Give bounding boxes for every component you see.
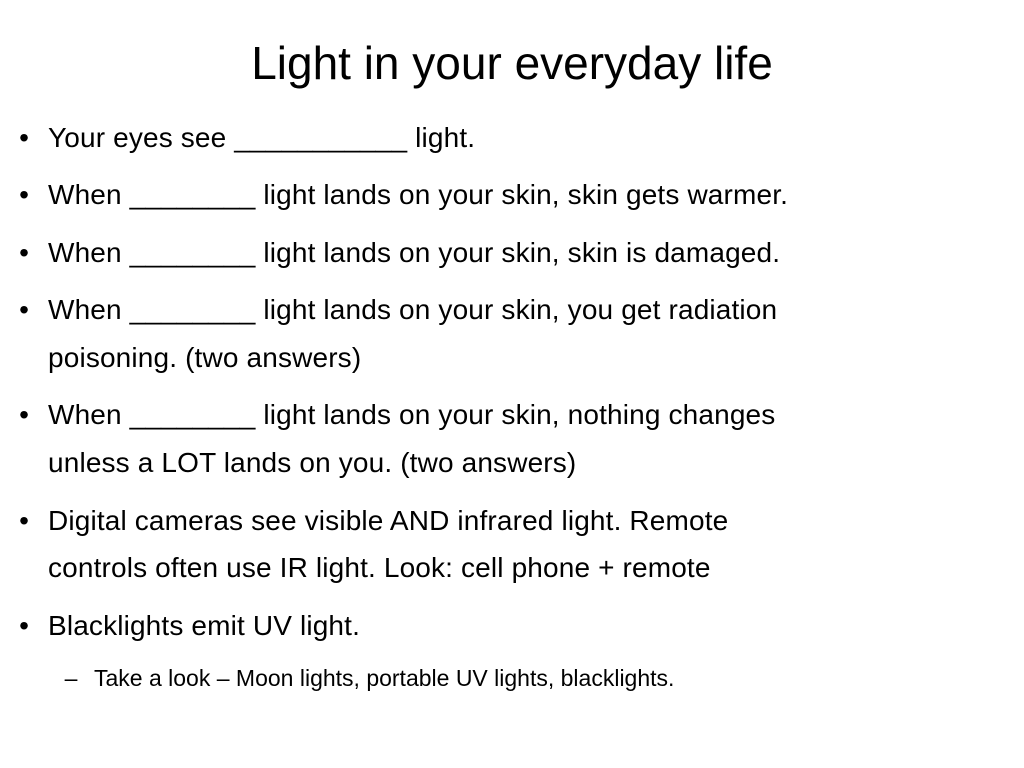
bullet-icon: •	[19, 610, 29, 641]
bullet-text-continued: controls often use IR light. Look: cell phone + remote	[48, 552, 711, 583]
bullet-icon: •	[19, 399, 29, 430]
bullet-text-continued: poisoning. (two answers)	[48, 342, 362, 373]
bullet-text: Digital cameras see visible AND infrared light. Remote	[48, 505, 729, 536]
dash-icon: –	[64, 665, 78, 691]
bullet-icon: •	[19, 505, 29, 536]
bullet-icon: •	[19, 237, 29, 268]
bullet-icon: •	[19, 122, 29, 153]
bullet-text: When ________ light lands on your skin, nothing changes	[48, 399, 776, 430]
bullet-text: Your eyes see ___________ light.	[48, 122, 476, 153]
bullet-text-continued: unless a LOT lands on you. (two answers)	[48, 447, 577, 478]
bullet-icon: •	[19, 179, 29, 210]
bullet-text: Blacklights emit UV light.	[48, 610, 361, 641]
bullet-text: When ________ light lands on your skin, you get radiation	[48, 294, 778, 325]
bullet-icon: •	[19, 294, 29, 325]
bullet-text: When ________ light lands on your skin, skin is damaged.	[48, 237, 781, 268]
slide-title: Light in your everyday life	[251, 37, 773, 89]
sub-bullet-text: Take a look – Moon lights, portable UV lights, blacklights.	[94, 665, 675, 691]
bullet-text: When ________ light lands on your skin, skin gets warmer.	[48, 179, 789, 210]
